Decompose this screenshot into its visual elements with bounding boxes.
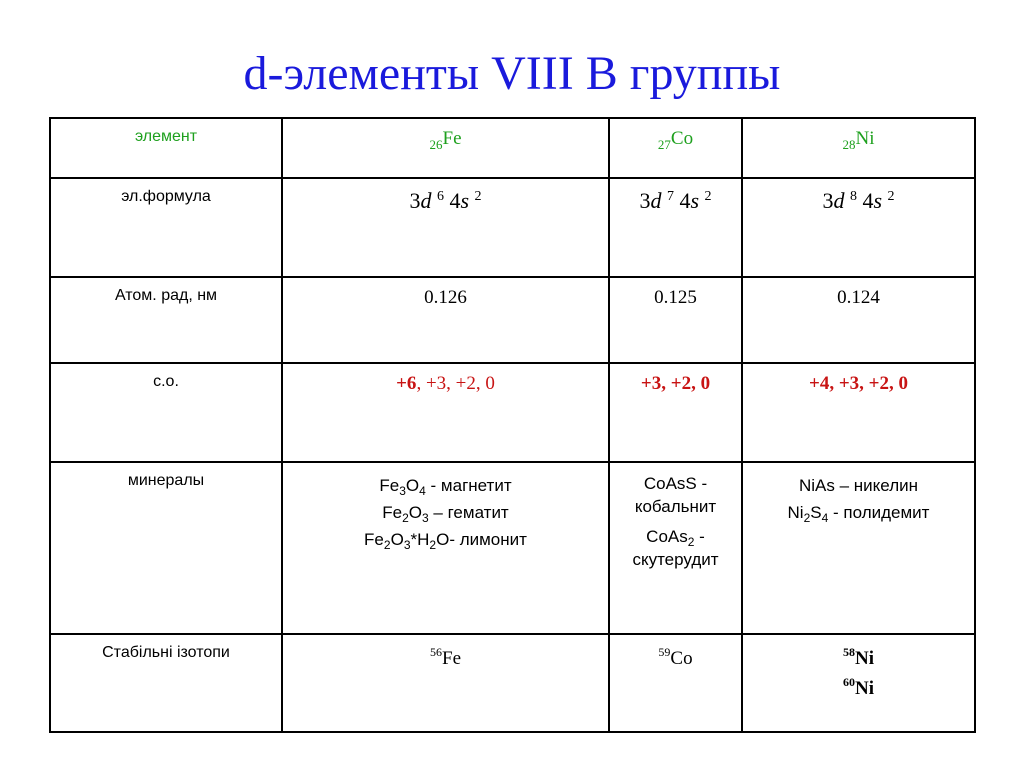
- table-row-oxidation: [50, 363, 975, 462]
- minerals-ni-list: [743, 463, 974, 526]
- elements-table: [49, 117, 976, 733]
- isotopes-label-cell: [50, 634, 282, 732]
- formula-ni: 3d $^8$ 4s $^2$: [822, 188, 895, 213]
- header-label-cell: [50, 118, 282, 178]
- radius-label-cell: [50, 277, 282, 363]
- minerals-label-cell: [50, 462, 282, 634]
- isotope-ni-58: $^{58}$Ni: [843, 645, 874, 669]
- minerals-fe-cell: [282, 462, 609, 634]
- radius-label: Атом. рад, нм: [114, 287, 218, 304]
- formula-co: 3d $^7$ 4s $^2$: [639, 188, 712, 213]
- oxidation-fe-cell: [282, 363, 609, 462]
- isotopes-co-cell: [609, 634, 742, 732]
- radius-co-cell: [609, 277, 742, 363]
- isotope-fe-56: $^{56}$Fe: [430, 645, 461, 669]
- isotope-ni-60: $^{60}$Ni: [843, 675, 874, 699]
- radius-fe-cell: [282, 277, 609, 363]
- formula-fe: 3d $^6$ 4s $^2$: [409, 188, 482, 213]
- table-row-formula: [50, 178, 975, 277]
- slide-title: d-элементы VIII B группы: [243, 47, 781, 100]
- mineral-skutterudite: CoAs$_2$ - скутерудит: [632, 527, 719, 569]
- table-row-radius: [50, 277, 975, 363]
- formula-label-cell: [50, 178, 282, 277]
- header-element-fe: $_{26}$Fe: [429, 128, 462, 152]
- isotopes-ni-cell: [742, 634, 975, 732]
- formula-ni-cell: [742, 178, 975, 277]
- mineral-polydymite: $Ni_2S_4$ - полидемит: [787, 503, 930, 525]
- minerals-co-list: [610, 463, 741, 571]
- minerals-ni-cell: [742, 462, 975, 634]
- oxidation-label: с.о.: [153, 373, 179, 390]
- formula-co-cell: [609, 178, 742, 277]
- mineral-hematite: $Fe_2O_3$ – гематит: [382, 503, 509, 525]
- header-element-ni: $_{28}$Ni: [842, 128, 875, 152]
- isotope-co-59: $^{59}$Co: [658, 645, 693, 669]
- header-fe-cell: [282, 118, 609, 178]
- isotopes-ni-list: [743, 635, 974, 704]
- table-row-isotopes: [50, 634, 975, 732]
- oxidation-co: +3, +2, 0: [640, 373, 711, 394]
- header-label: элемент: [134, 128, 198, 145]
- isotopes-label: Стабільні ізотопи: [102, 644, 230, 661]
- radius-ni-cell: [742, 277, 975, 363]
- mineral-cobaltite: CoAsS - кобальнит: [634, 474, 717, 516]
- mineral-limonite: $Fe_2O_3*H_2O-$ лимонит: [364, 530, 527, 552]
- header-co-cell: [609, 118, 742, 178]
- isotopes-fe-cell: [282, 634, 609, 732]
- minerals-fe-list: [283, 463, 608, 553]
- formula-fe-cell: [282, 178, 609, 277]
- radius-co: 0.125: [654, 287, 697, 308]
- header-ni-cell: [742, 118, 975, 178]
- table-row-minerals: [50, 462, 975, 634]
- formula-label: эл.формула: [121, 188, 211, 205]
- mineral-nickeline: NiAs – никелин: [799, 476, 918, 495]
- oxidation-label-cell: [50, 363, 282, 462]
- oxidation-ni: +4, +3, +2, 0: [809, 373, 908, 394]
- table-row-header: [50, 118, 975, 178]
- oxidation-co-cell: [609, 363, 742, 462]
- mineral-magnetite: $Fe_3O_4$ - магнетит: [379, 476, 512, 498]
- radius-ni: 0.124: [837, 287, 880, 308]
- radius-fe: 0.126: [424, 287, 467, 308]
- minerals-label: минералы: [127, 472, 205, 489]
- minerals-co-cell: [609, 462, 742, 634]
- oxidation-fe: +6, +3, +2, 0: [396, 373, 495, 394]
- oxidation-ni-cell: [742, 363, 975, 462]
- header-element-co: $_{27}$Co: [657, 128, 694, 152]
